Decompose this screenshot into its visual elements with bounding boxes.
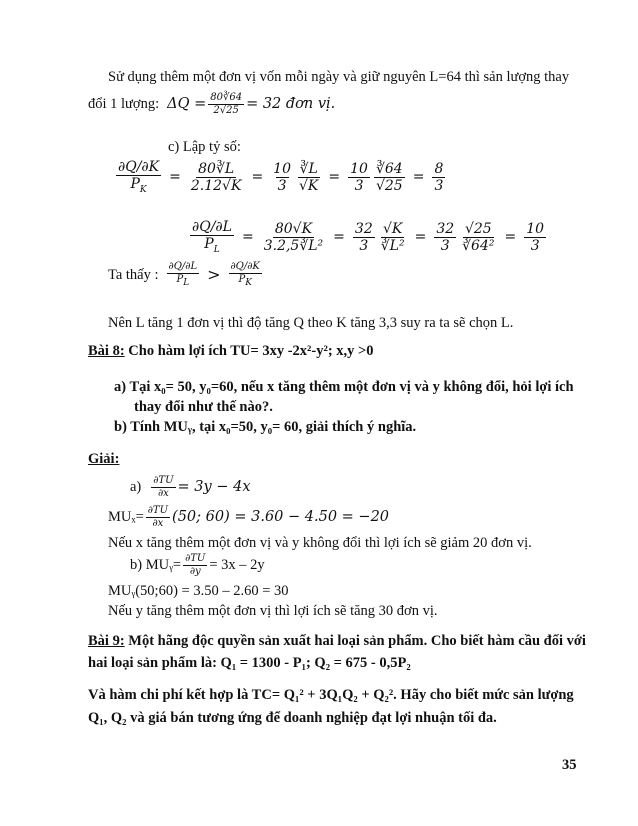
solution-b [130, 554, 265, 577]
eq-k-lhs-num: ∂Q/∂K [118, 159, 160, 175]
eq-k-f1-den: 2.12√K [190, 177, 242, 194]
eq-l-lhs-num: ∂Q/∂L [192, 219, 232, 235]
solution-a-label: a) [130, 479, 142, 496]
equation-l: $\frac{\partial Q/\partial L}{P_L}$ = $\frac{80√K}{\text{3.2,5∛L²}}$ = $\frac{32}{3}$ $\frac{√K}{\text{∛L²}}$ = $\frac{32}{3}$ $\frac{√25}{\text{∛64²}}$ = $\frac{10}{3}$ [192, 219, 545, 255]
eq-k-frac-6: $\frac{8}{3}$ [434, 160, 444, 194]
bai8-question-a-cont: thay đổi như thế nào?. [134, 399, 273, 415]
muy-calculation: MUᵧ(50;60) = 3.50 – 2.60 = 30 [108, 583, 289, 599]
equation-k: $\frac{\partial Q/\partial K}{P_K}$ = $\frac{80∛L}{2.12√K}$ = $\frac{10}{3}$ $\frac{∛L}{√K}$ = $\frac{10}{3}$ $\frac{∛64}{√25}$ = $\frac{8}{3}$ [118, 159, 444, 195]
eq-k-lhs-den: $P_K$ [130, 176, 147, 195]
mux-line [108, 506, 389, 529]
eq-l-frac-1: $\frac{80√K}{\text{3.2,5∛L²}}$ [263, 220, 324, 254]
paragraph-line: Sử dụng thêm một đơn vị vốn mỗi ngày và giữ nguyên L=64 thì sản lượng thay [108, 69, 570, 85]
conclusion-text: Nên L tăng 1 đơn vị thì độ tăng Q theo K tăng 3,3 suy ra ta sẽ chọn L. [108, 315, 514, 331]
eq-l-lhs [190, 220, 234, 255]
mux-lhs: MUₓ= [108, 509, 144, 526]
eq-l-frac-4: $\frac{32}{3}$ [436, 220, 455, 254]
mux-rhs: (50; 60) = 3.60 − 4.50 = −20 [172, 509, 390, 526]
bai9-line-2: hai loại sản phẩm là: Q₁ = 1300 - P₁; Q₂ = 675 - 0,5P₂ [88, 655, 411, 671]
eq-k-f1-num: 80∛L [198, 160, 235, 177]
eq-l-frac-5: $\frac{√25}{\text{∛64²}}$ [462, 220, 495, 254]
delta-q-fraction [208, 93, 244, 116]
solution-a-fraction: $\frac{\partial TU}{\partial x}$ [153, 475, 174, 499]
solution-a [130, 476, 251, 499]
muy-explanation: Nếu y tăng thêm một đơn vị thì lợi ích sẽ tăng 30 đơn vị. [108, 603, 438, 619]
compare-operator: > [207, 265, 221, 284]
eq-k-frac-4: $\frac{10}{3}$ [350, 160, 368, 194]
bai8-label: Bài 8: [88, 343, 125, 359]
eq-k-frac-1 [189, 162, 244, 193]
eq-l-frac-3: $\frac{√K}{\text{∛L²}}$ [380, 220, 405, 254]
solution-b-label: b) MUᵧ= [130, 557, 182, 574]
bai9-heading [88, 634, 586, 649]
bai8-question-a: a) Tại x₀= 50, y₀=60, nếu x tăng thêm một đơn vị và y không đổi, hỏi lợi ích [114, 379, 574, 395]
delta-q-numerator: 80∛64 [210, 92, 243, 103]
delta-q-denominator: 2√25 [213, 105, 239, 116]
eq-k-lhs [116, 160, 161, 195]
compare-right: $\frac{\partial Q/\partial K}{P_K}$ [230, 261, 260, 288]
bai9-line-1: Một hãng độc quyền sản xuất hai loại sản phẩm. Cho biết hàm cầu đối với [128, 633, 586, 649]
eq-k-frac-2: $\frac{10}{3}$ [273, 160, 291, 194]
bai9-label: Bài 9: [88, 633, 125, 649]
solution-heading: Giải: [88, 451, 120, 467]
mux-fraction: $\frac{\partial TU}{\partial x}$ [147, 505, 169, 529]
eq-l-lhs-den: $P_L$ [204, 236, 220, 255]
delta-q-rhs: = 32 đơn vị. [246, 96, 336, 113]
solution-b-fraction: $\frac{\partial TU}{\partial y}$ [185, 553, 206, 577]
bai8-heading [88, 344, 374, 359]
delta-q-prefix: đổi 1 lượng: [88, 96, 160, 113]
solution-a-rhs: = 3y − 4x [177, 479, 251, 496]
eq-k-frac-3: $\frac{∛L}{√K}$ [299, 160, 319, 194]
bai9-line-4: Q₁, Q₂ và giá bán tương ứng để doanh nghiệp đạt lợi nhuận tối đa. [88, 710, 497, 726]
compare-left: $\frac{\partial Q/\partial L}{P_L}$ [168, 261, 198, 288]
delta-q-line [88, 93, 335, 116]
page-number: 35 [562, 757, 577, 773]
mux-explanation: Nếu x tăng thêm một đơn vị và y không đổi thì lợi ích sẽ giảm 20 đơn vị. [108, 535, 532, 551]
eq-l-frac-2: $\frac{32}{3}$ [354, 220, 373, 254]
eq-l-frac-6: $\frac{10}{3}$ [526, 220, 545, 254]
section-c-label: c) Lập tỷ số: [168, 139, 241, 155]
comparison-line [108, 262, 264, 288]
solution-b-rhs: = 3x – 2y [209, 557, 265, 574]
ta-thay-label: Ta thấy : [108, 266, 159, 283]
eq-k-frac-5: $\frac{∛64}{√25}$ [375, 160, 403, 194]
delta-q-lhs: ΔQ = [167, 96, 207, 113]
bai8-statement: Cho hàm lợi ích TU= 3xy -2x²-y²; x,y >0 [128, 343, 374, 359]
bai9-line-3: Và hàm chi phí kết hợp là TC= Q₁² + 3Q₁Q₂ + Q₂². Hãy cho biết mức sản lượng [88, 687, 574, 703]
bai8-question-b: b) Tính MUᵧ, tại x₀=50, y₀= 60, giải thích ý nghĩa. [114, 419, 417, 435]
